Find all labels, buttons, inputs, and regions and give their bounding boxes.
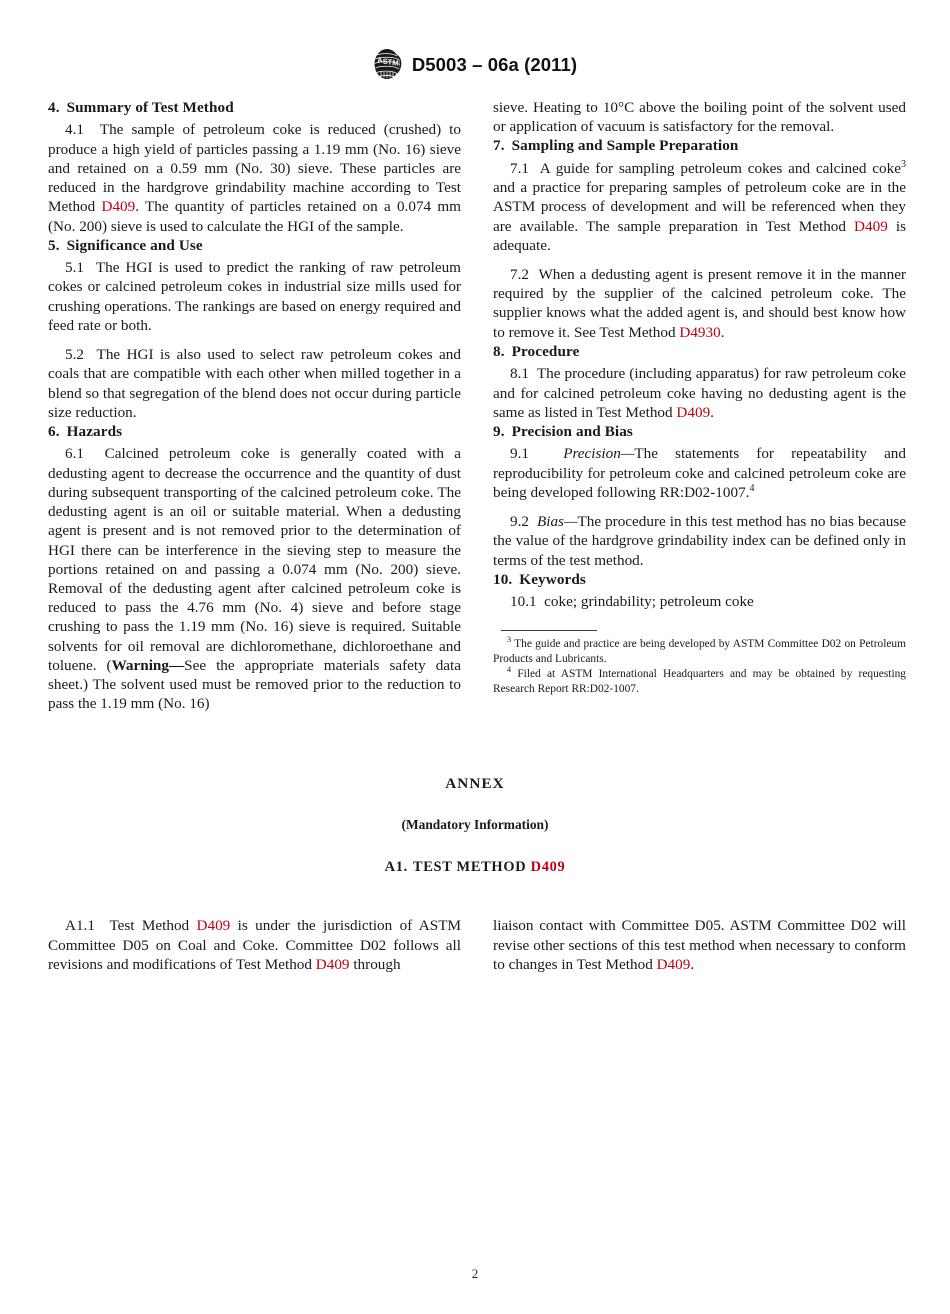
paragraph-text: coke; grindability; petroleum coke — [544, 593, 754, 611]
section-heading-5 — [48, 236, 461, 255]
section-title-4: Summary of Test Method — [66, 99, 234, 116]
paragraph-number-5-2: 5.2 — [65, 346, 84, 364]
section-title-8: Procedure — [511, 342, 580, 360]
page-number: 2 — [471, 1266, 479, 1281]
standard-link-d409[interactable]: D409 — [656, 955, 691, 973]
paragraph-text: The HGI is used to predict the ranking of raw petroleum cokes or calcined petroleum cokes in industrial size mills used for crushing operations. The rankings are based on energy required and feed rate or both. — [48, 259, 461, 334]
annex-right-column — [493, 916, 906, 974]
standard-link-d409[interactable]: D409 — [854, 217, 888, 235]
paragraph-text-cont: is under the jurisdiction of ASTM Committee D05 on Coal and Coke. Committee D02 follows all revisions and modifications of Test Method — [48, 917, 461, 973]
footnote-4 — [493, 667, 906, 696]
svg-text:T: T — [387, 57, 393, 67]
paragraph-number-9-1: 9.1 — [510, 445, 529, 463]
footnote-divider — [501, 630, 597, 631]
paragraph-number-10-1: 10.1 — [510, 593, 537, 611]
footnote-ref-4[interactable]: 4 — [749, 482, 755, 494]
footnote-ref-3[interactable]: 3 — [900, 158, 906, 170]
svg-text:M: M — [391, 58, 399, 68]
section-heading-10 — [493, 570, 906, 589]
paragraph-4-1 — [48, 120, 461, 235]
paragraph-text-cont: . The quantity of particles retained on a 0.074 mm (No. 200) sieve is used to calculate the HGI of the sample. — [48, 198, 461, 235]
paragraph-number-5-1: 5.1 — [65, 259, 84, 277]
standard-link-d4930[interactable]: D4930 — [679, 323, 721, 341]
annex-subtitle: (Mandatory Information) — [401, 817, 549, 833]
annex-method-label: A1. — [384, 859, 408, 876]
section-number-10: 10. — [493, 570, 513, 588]
paragraph-text: The procedure in this test method has no bias because the value of the hardgrove grindability index can be defined only in terms of the test method. — [493, 513, 907, 569]
paragraph-7-2 — [493, 265, 906, 342]
annex-left-column — [48, 916, 461, 974]
paragraph-number-7-2: 7.2 — [510, 265, 529, 283]
paragraph-text: The statements for repeatability and reproducibility for petroleum coke and calcined petroleum coke are being developed following RR:D02-1007. — [493, 445, 906, 501]
svg-text:A: A — [376, 55, 383, 65]
section-number-8: 8. — [493, 342, 505, 360]
document-header — [48, 42, 902, 88]
left-column — [48, 98, 461, 713]
footnote-marker-3: 3 — [507, 635, 512, 645]
paragraph-text: Test Method — [109, 917, 197, 935]
footnote-marker-4: 4 — [507, 665, 512, 675]
paragraph-text: The HGI is also used to select raw petroleum cokes and coals that are compatible with each other when milled together in a blend so that segregation of the blend does not occur during particle size reduction. — [48, 346, 461, 421]
section-heading-4 — [48, 98, 461, 117]
paragraph-5-1 — [48, 258, 461, 335]
paragraph-text-end: through — [349, 955, 401, 973]
paragraph-10-1 — [493, 592, 906, 611]
paragraph-text: The sample of petroleum coke is reduced (crushed) to produce a high yield of particles passing a 1.19 mm (No. 16) sieve and retained on a 0.59 mm (No. 30) sieve. These particles are reduced in the hardgrove grindability machine according to Test Method — [48, 121, 461, 216]
paragraph-text: A guide for sampling petroleum cokes and calcined coke — [539, 159, 901, 177]
paragraph-9-1 — [493, 444, 906, 502]
standard-link-d409[interactable]: D409 — [530, 859, 566, 876]
section-heading-8 — [493, 342, 906, 361]
section-title-10: Keywords — [519, 570, 586, 588]
term-bias: Bias— — [536, 513, 578, 531]
paragraph-text-cont: and a practice for preparing samples of petroleum coke are in the ASTM process of development and will be referenced when they are available. The sample preparation in Test Method — [493, 179, 906, 235]
paragraph-7-1 — [493, 159, 906, 255]
paragraph-6-1 — [48, 444, 461, 713]
annex-title: ANNEX — [445, 775, 505, 793]
section-title-9: Precision and Bias — [511, 422, 633, 440]
document-page — [0, 42, 950, 1314]
annex-method-heading — [48, 859, 902, 876]
paragraph-text-end: is adequate. — [493, 217, 906, 254]
paragraph-number-7-1: 7.1 — [510, 159, 529, 177]
standard-link-d409[interactable]: D409 — [101, 198, 136, 216]
annex-columns — [48, 916, 906, 974]
footnote-text: The guide and practice are being developed by ASTM Committee D02 on Petroleum Products and Lubricants. — [493, 638, 906, 665]
paragraph-number-8-1: 8.1 — [510, 365, 529, 383]
paragraph-a1-1 — [48, 916, 461, 974]
footnotes-block — [493, 630, 906, 696]
section-heading-9 — [493, 422, 906, 441]
section-number-4: 4. — [48, 99, 60, 116]
annex-method-title: TEST METHOD — [412, 859, 531, 876]
section-number-5: 5. — [48, 236, 60, 254]
paragraph-text: liaison contact with Committee D05. ASTM Committee D02 will revise other sections of this test method when necessary to conform to changes in Test Method — [493, 917, 906, 973]
paragraph-text-end: . — [720, 323, 725, 341]
paragraph-a1-1-continuation — [493, 916, 906, 974]
paragraph-text-end: . — [690, 955, 695, 973]
paragraph-number-4-1: 4.1 — [65, 121, 84, 139]
paragraph-text-end: . — [710, 403, 714, 421]
section-heading-6 — [48, 422, 461, 441]
term-precision: Precision— — [563, 445, 635, 463]
right-column — [493, 98, 906, 696]
paragraph-9-2 — [493, 512, 906, 570]
paragraph-text: When a dedusting agent is present remove it in the manner required by the supplier of the calcined petroleum coke. The supplier knows what the added agent is, and should best know how to remove it. See Test Method — [493, 265, 906, 341]
footnote-3 — [493, 637, 906, 666]
standard-link-d409[interactable]: D409 — [676, 403, 711, 421]
paragraph-text: The procedure (including apparatus) for raw petroleum coke and for calcined petroleum coke having no dedusting agent is the same as listed in Test Method — [493, 365, 906, 421]
annex-section — [48, 775, 902, 876]
paragraph-6-1-continuation: sieve. Heating to 10°C above the boiling point of the solvent used or application of vacuum is satisfactory for the removal. — [493, 99, 906, 136]
section-title-5: Significance and Use — [66, 236, 203, 254]
document-designation: D5003 – 06a (2011) — [411, 54, 578, 75]
warning-label: Warning— — [111, 656, 185, 674]
paragraph-text: Calcined petroleum coke is generally coated with a dedusting agent to decrease the occurrence and the quantity of dust during subsequent transporting of the calcined petroleum coke. The dedusting agent is an oil or suitable material. When a dedusting agent is present and is not removed prior to the determination of HGI there can be interference in the sieving step to measure the portions retained on and passing a 0.074 mm (No. 200) sieve. Removal of the dedusting agent after calcined petroleum coke is reduced to pass the 4.76 mm (No. 4) sieve and before stage crushing to pass the 1.19 mm (No. 16) sieve is required. Suitable solvents for oil removal are dichloromethane, dichloroethane and toluene. ( — [48, 445, 461, 674]
paragraph-number-6-1: 6.1 — [65, 445, 84, 463]
svg-text:S: S — [382, 56, 388, 66]
paragraph-number-a1-1: A1.1 — [65, 917, 95, 935]
astm-logo-icon — [373, 48, 403, 82]
standard-link-d409[interactable]: D409 — [196, 917, 231, 935]
section-title-6: Hazards — [66, 422, 123, 440]
standard-link-d409-second[interactable]: D409 — [315, 955, 350, 973]
paragraph-number-9-2: 9.2 — [510, 513, 529, 531]
section-number-6: 6. — [48, 422, 60, 440]
section-number-9: 9. — [493, 422, 505, 440]
section-title-7: Sampling and Sample Preparation — [511, 137, 739, 155]
paragraph-5-2 — [48, 345, 461, 422]
section-heading-7 — [493, 136, 906, 155]
main-columns — [48, 98, 907, 713]
paragraph-8-1 — [493, 364, 906, 422]
section-number-7: 7. — [493, 137, 505, 155]
paragraph-text-cont: See the appropriate materials safety data sheet.) The solvent used must be removed prior to the reduction to pass the 1.19 mm (No. 16) — [48, 656, 461, 713]
footnote-text: Filed at ASTM International Headquarters and may be obtained by requesting Research Report RR:D02-1007. — [493, 668, 906, 695]
